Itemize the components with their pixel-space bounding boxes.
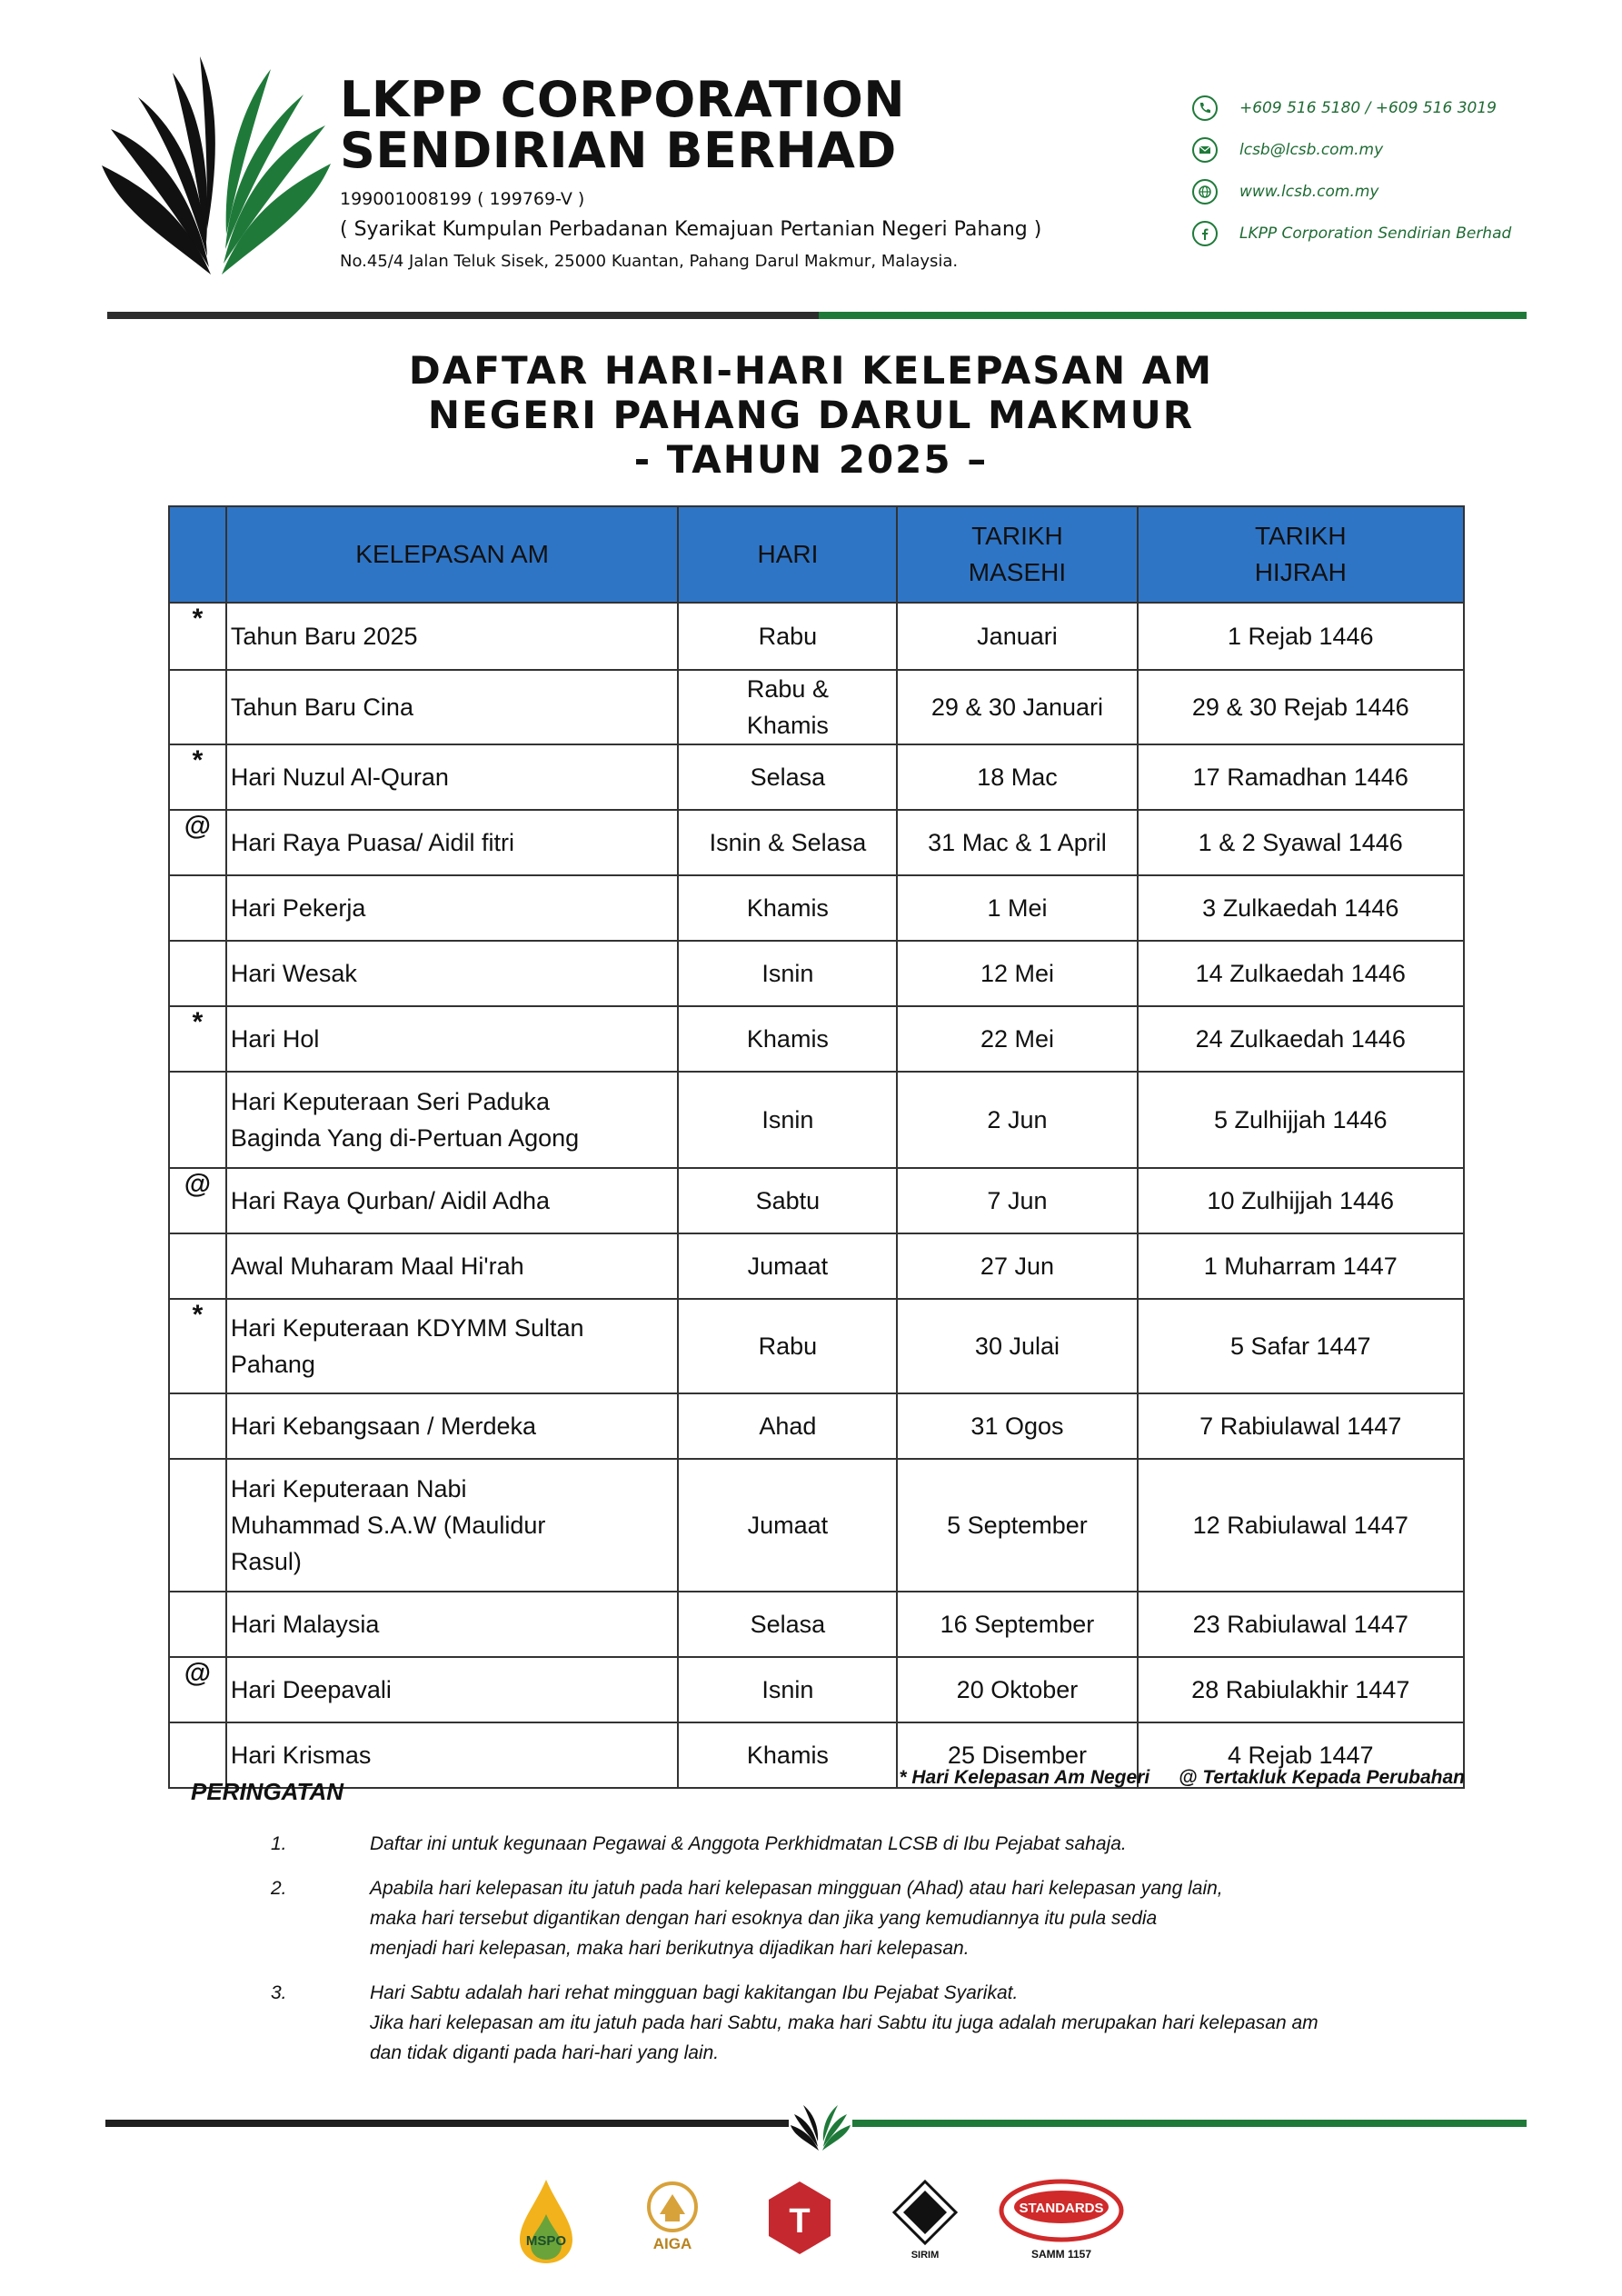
holiday-hijri-date: 28 Rabiulakhir 1447	[1138, 1657, 1464, 1722]
table-row	[169, 1168, 1464, 1233]
phone-icon	[1192, 95, 1218, 121]
holiday-date: 31 Mac & 1 April	[897, 810, 1137, 875]
holiday-date: 16 September	[897, 1592, 1137, 1657]
holiday-hijri-date: 24 Zulkaedah 1446	[1138, 1006, 1464, 1072]
holiday-day: Ahad	[678, 1393, 897, 1459]
header-hari: HARI	[678, 506, 897, 603]
holiday-name: Hari Krismas	[226, 1722, 679, 1788]
holiday-hijri-date: 7 Rabiulawal 1447	[1138, 1393, 1464, 1459]
note-item	[0, 1829, 1622, 1859]
holiday-date: 2 Jun	[897, 1072, 1137, 1168]
holiday-hijri-date: 29 & 30 Rejab 1446	[1138, 670, 1464, 744]
holiday-day: Isnin	[678, 941, 897, 1006]
holiday-name: Hari Deepavali	[226, 1657, 679, 1722]
aiga-label: AIGA	[652, 2235, 692, 2252]
holiday-hijri-date: 1 Rejab 1446	[1138, 603, 1464, 670]
holiday-name: Hari Wesak	[226, 941, 679, 1006]
company-name-line2: SENDIRIAN BERHAD	[340, 122, 897, 179]
holiday-hijri-date: 5 Safar 1447	[1138, 1299, 1464, 1393]
holiday-date: 22 Mei	[897, 1006, 1137, 1072]
company-subtitle: ( Syarikat Kumpulan Perbadanan Kemajuan Pertanian Negeri Pahang )	[340, 218, 1042, 241]
note-item	[0, 1978, 1622, 2068]
sirim-trade-logo	[765, 2178, 834, 2265]
holiday-day: Khamis	[678, 1722, 897, 1788]
company-block	[340, 71, 1042, 271]
holiday-day: Rabu	[678, 603, 897, 670]
company-address: No.45/4 Jalan Teluk Sisek, 25000 Kuantan, Pahang Darul Makmur, Malaysia.	[340, 252, 959, 271]
note-number: 1.	[271, 1833, 287, 1854]
table-row	[169, 670, 1464, 744]
note-text: Hari Sabtu adalah hari rehat mingguan bagi kakitangan Ibu Pejabat Syarikat. Jika hari kelepasan am itu jatuh pada hari Sabtu, maka hari Sabtu itu juga adalah merupakan hari kelepasan am dan tidak diganti pada hari-hari yang lain.	[370, 1982, 1318, 2063]
standards-malaysia-logo	[998, 2178, 1125, 2265]
holiday-hijri-date: 4 Rejab 1447	[1138, 1722, 1464, 1788]
notes-heading: PERINGATAN	[191, 1778, 344, 1805]
holiday-day: Selasa	[678, 744, 897, 810]
holiday-mark	[169, 941, 226, 1006]
holiday-date: 5 September	[897, 1459, 1137, 1592]
table-header-row	[169, 506, 1464, 603]
contact-phone-text[interactable]: +609 516 5180 / +609 516 3019	[1239, 99, 1497, 117]
holiday-name: Hari Keputeraan Nabi Muhammad S.A.W (Maulidur Rasul)	[226, 1459, 679, 1592]
sirim-ohas-label: SIRIM	[911, 2250, 940, 2261]
holiday-name: Hari Keputeraan Seri Paduka Baginda Yang di-Pertuan Agong	[226, 1072, 679, 1168]
certification-logos	[0, 2178, 1622, 2269]
contact-email	[1192, 129, 1511, 171]
holiday-mark: @	[169, 810, 226, 875]
table-row	[169, 1393, 1464, 1459]
holiday-date: 1 Mei	[897, 875, 1137, 941]
holiday-mark: *	[169, 603, 226, 670]
holiday-name: Hari Keputeraan KDYMM Sultan Pahang	[226, 1299, 679, 1393]
holiday-date: 7 Jun	[897, 1168, 1137, 1233]
holiday-mark	[169, 1592, 226, 1657]
holiday-hijri-date: 23 Rabiulawal 1447	[1138, 1592, 1464, 1657]
company-name-line1: LKPP CORPORATION	[340, 71, 906, 128]
holiday-name: Hari Hol	[226, 1006, 679, 1072]
holiday-hijri-date: 10 Zulhijjah 1446	[1138, 1168, 1464, 1233]
table-legend	[899, 1767, 1465, 1789]
email-icon	[1192, 137, 1218, 163]
title-line2: NEGERI PAHANG DARUL MAKMUR	[427, 393, 1195, 437]
footer-divider-right	[852, 2120, 1527, 2127]
holiday-name: Awal Muharam Maal Hi'rah	[226, 1233, 679, 1299]
holiday-name: Hari Raya Qurban/ Aidil Adha	[226, 1168, 679, 1233]
holiday-hijri-date: 17 Ramadhan 1446	[1138, 744, 1464, 810]
holiday-name: Hari Raya Puasa/ Aidil fitri	[226, 810, 679, 875]
sirim-ohas-logo	[891, 2178, 960, 2265]
table-row	[169, 1299, 1464, 1393]
note-item	[0, 1873, 1622, 1963]
holiday-mark: *	[169, 744, 226, 810]
holiday-date: 30 Julai	[897, 1299, 1137, 1393]
holiday-hijri-date: 1 & 2 Syawal 1446	[1138, 810, 1464, 875]
table-row	[169, 1459, 1464, 1592]
table-row	[169, 941, 1464, 1006]
holiday-mark	[169, 1072, 226, 1168]
holiday-mark	[169, 875, 226, 941]
holiday-name: Hari Kebangsaan / Merdeka	[226, 1393, 679, 1459]
holiday-day: Jumaat	[678, 1233, 897, 1299]
header-tarikh-masehi: TARIKH MASEHI	[897, 506, 1137, 603]
holiday-date: 12 Mei	[897, 941, 1137, 1006]
contact-phone	[1192, 87, 1511, 129]
legend-star: * Hari Kelepasan Am Negeri	[899, 1767, 1150, 1788]
mspo-logo	[516, 2178, 576, 2265]
holiday-day: Isnin & Selasa	[678, 810, 897, 875]
mspo-label: MSPO	[525, 2233, 567, 2249]
document-title	[0, 348, 1622, 482]
holiday-name: Hari Nuzul Al-Quran	[226, 744, 679, 810]
holiday-date: 31 Ogos	[897, 1393, 1137, 1459]
holiday-day: Khamis	[678, 875, 897, 941]
note-text: Apabila hari kelepasan itu jatuh pada hari kelepasan mingguan (Ahad) atau hari kelepasan yang lain, maka hari tersebut digantikan dengan hari esoknya dan jika yang kemudiannya itu pula sedia menjadi hari kelepasan, maka hari berikutnya dijadikan hari kelepasan.	[370, 1878, 1223, 1959]
facebook-icon	[1192, 221, 1218, 246]
aiga-logo	[643, 2178, 702, 2265]
table-row	[169, 744, 1464, 810]
holiday-hijri-date: 1 Muharram 1447	[1138, 1233, 1464, 1299]
holiday-day: Rabu	[678, 1299, 897, 1393]
holiday-name: Tahun Baru Cina	[226, 670, 679, 744]
header-mark	[169, 506, 226, 603]
contact-facebook-text[interactable]: LKPP Corporation Sendirian Berhad	[1239, 225, 1512, 243]
holiday-mark: @	[169, 1168, 226, 1233]
holiday-day: Isnin	[678, 1072, 897, 1168]
holiday-date: Januari	[897, 603, 1137, 670]
header-tarikh-hijrah: TARIKH HIJRAH	[1138, 506, 1464, 603]
notes-list	[0, 1829, 1622, 2082]
holiday-hijri-date: 5 Zulhijjah 1446	[1138, 1072, 1464, 1168]
header-divider	[107, 312, 1527, 319]
company-registration: 199001008199 ( 199769-V )	[340, 189, 585, 209]
note-number: 2.	[271, 1878, 287, 1899]
footer-divider-left	[105, 2120, 789, 2127]
table-row	[169, 1233, 1464, 1299]
holiday-name: Hari Pekerja	[226, 875, 679, 941]
title-line3: - TAHUN 2025 –	[633, 437, 989, 482]
table-row	[169, 1657, 1464, 1722]
holiday-date: 29 & 30 Januari	[897, 670, 1137, 744]
note-text: Daftar ini untuk kegunaan Pegawai & Anggota Perkhidmatan LCSB di Ibu Pejabat sahaja.	[370, 1833, 1127, 1854]
contact-list	[1192, 87, 1511, 255]
contact-website	[1192, 171, 1511, 213]
header-kelepasan: KELEPASAN AM	[226, 506, 679, 603]
holiday-date: 27 Jun	[897, 1233, 1137, 1299]
sirim-trade-label: T	[789, 2202, 811, 2241]
holiday-date: 25 Disember	[897, 1722, 1137, 1788]
contact-facebook	[1192, 213, 1511, 255]
holiday-mark	[169, 1393, 226, 1459]
standards-sub-label: SAMM 1157	[1030, 2248, 1092, 2261]
holiday-day: Isnin	[678, 1657, 897, 1722]
footer-company-logo	[789, 2096, 852, 2152]
holiday-hijri-date: 3 Zulkaedah 1446	[1138, 875, 1464, 941]
holiday-mark	[169, 670, 226, 744]
table-row	[169, 1592, 1464, 1657]
table-row	[169, 1072, 1464, 1168]
holiday-hijri-date: 14 Zulkaedah 1446	[1138, 941, 1464, 1006]
holiday-mark: *	[169, 1006, 226, 1072]
holiday-day: Khamis	[678, 1006, 897, 1072]
company-logo	[102, 56, 331, 280]
legend-at: @ Tertakluk Kepada Perubahan	[1179, 1767, 1465, 1788]
standards-label: STANDARDS	[1019, 2201, 1104, 2216]
table-row	[169, 603, 1464, 670]
holiday-day: Sabtu	[678, 1168, 897, 1233]
table-row	[169, 875, 1464, 941]
holiday-name: Tahun Baru 2025	[226, 603, 679, 670]
holiday-hijri-date: 12 Rabiulawal 1447	[1138, 1459, 1464, 1592]
title-line1: DAFTAR HARI-HARI KELEPASAN AM	[408, 348, 1214, 393]
holiday-mark: @	[169, 1657, 226, 1722]
holiday-mark	[169, 1233, 226, 1299]
contact-website-text[interactable]: www.lcsb.com.my	[1239, 183, 1379, 201]
table-row	[169, 810, 1464, 875]
holiday-date: 18 Mac	[897, 744, 1137, 810]
holiday-table	[168, 505, 1465, 1789]
holiday-date: 20 Oktober	[897, 1657, 1137, 1722]
holiday-mark: *	[169, 1299, 226, 1393]
table-row	[169, 1006, 1464, 1072]
holiday-day: Jumaat	[678, 1459, 897, 1592]
holiday-name: Hari Malaysia	[226, 1592, 679, 1657]
note-number: 3.	[271, 1982, 287, 2003]
globe-icon	[1192, 179, 1218, 205]
holiday-mark	[169, 1459, 226, 1592]
contact-email-text[interactable]: lcsb@lcsb.com.my	[1239, 141, 1384, 159]
holiday-day: Selasa	[678, 1592, 897, 1657]
holiday-day: Rabu & Khamis	[678, 670, 897, 744]
